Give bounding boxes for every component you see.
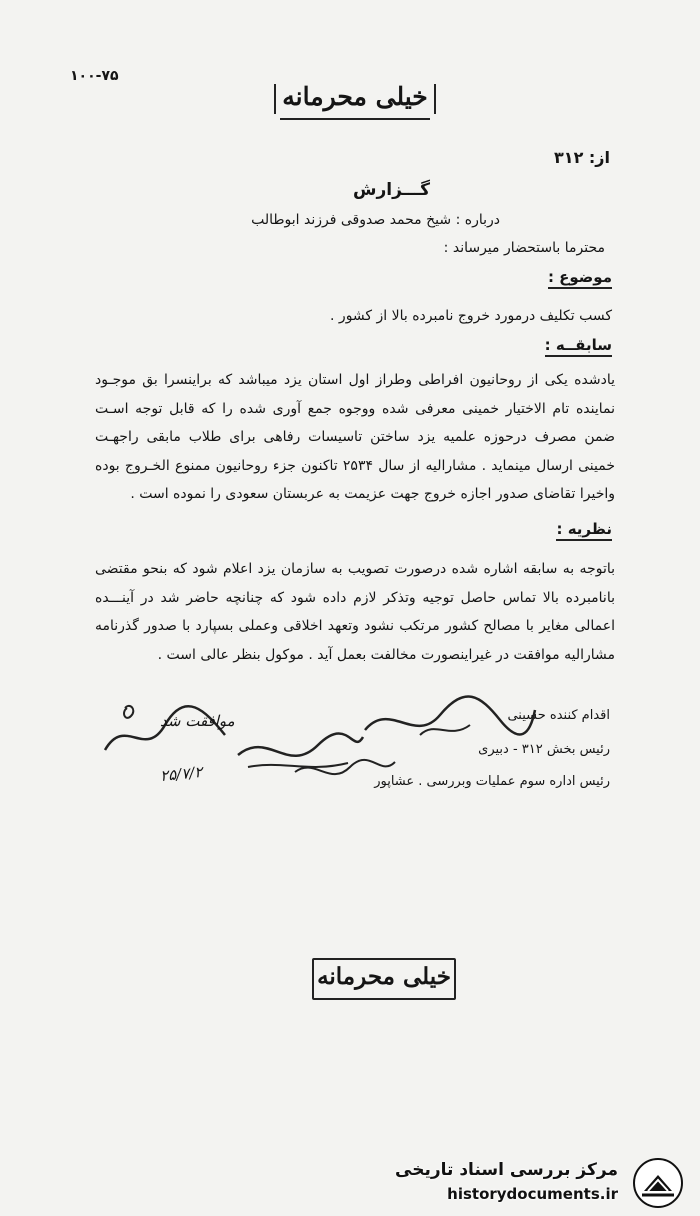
background-heading-text: سابقــه :: [545, 336, 612, 357]
from-line: از: ۳۱۲: [554, 148, 610, 167]
signature-scribble-3: [290, 752, 400, 792]
subject-heading-text: موضوع :: [548, 268, 612, 289]
salutation-line: محترما باستحضار میرساند :: [443, 240, 605, 256]
background-heading: [545, 336, 612, 354]
book-logo-icon: [632, 1157, 684, 1209]
classification-stamp-bottom: خیلی محرمانه: [312, 958, 456, 1000]
about-line: درباره : شیخ محمد صدوقی فرزند ابوطالب: [251, 212, 500, 228]
handwritten-signature-left: [95, 700, 235, 770]
signature-line-actor: اقدام کننده حسینی: [507, 708, 610, 723]
bracket-right: [430, 84, 436, 114]
classification-text: خیلی محرمانه: [282, 82, 428, 111]
signature-line-office-head: رئیس اداره سوم عملیات وبررسی . عشاپور: [374, 774, 610, 789]
bracket-left: [274, 84, 280, 114]
opinion-heading: [556, 520, 612, 538]
document-number: ۱۰۰-۷۵: [70, 68, 119, 84]
signature-scribble-1: [360, 690, 540, 750]
subject-heading: [548, 268, 612, 286]
opinion-paragraph: باتوجه به سابقه اشاره شده درصورت تصویب به سازمان یزد اعلام شود که بنحو مقتضی بانامبرده بالا تماس حاصل توجیه وتذکر لازم داده شود که چنانچه حاضر شد در آینـــده اعمالی مغایر با مصالح کشور مرتکب نشود وتعهد اخلاقی وعملی بسپارد با صدور گذرنامه مشارالیه موافقت در غیراینصورت مخالفت بعمل آید . موکول بنظر عالی است .: [95, 561, 615, 663]
opinion-heading-text: نظریه :: [556, 520, 612, 541]
watermark-title: مرکز بررسی اسناد تاریخی: [395, 1160, 618, 1180]
handwritten-date: ۲۵/۷/۲: [159, 762, 204, 786]
classification-stamp-top: [280, 80, 430, 118]
watermark-url[interactable]: historydocuments.ir: [447, 1185, 618, 1203]
report-title: گـــزارش: [353, 180, 430, 200]
subject-text: کسب تکلیف درمورد خروج نامبرده بالا از کشور .: [330, 308, 612, 324]
handwritten-note: موافقت شد: [160, 712, 235, 730]
underline: [280, 118, 430, 120]
signature-line-section-head: رئیس بخش ۳۱۲ - دبیری: [478, 742, 610, 757]
background-paragraph: یادشده یکی از روحانیون افراطی وطراز اول استان یزد میباشد که براینسرا بق موجـود نماینده تام الاختیار خمینی معرفی شده ووجوه جمع آوری شده را که قابل توجه اسـت ضمن مصرف درحوزه علمیه یزد ساختن تاسیسات رفاهی برای طلاب مابقی راجهـت خمینی ارسال مینماید . مشارالیه از سال ۲۵۳۴ تاکنون جزء روحانیون ممنوع الخـروج بوده واخیرا تقاضای صدور اجازه خروج جهت عزیمت به عربستان سعودی را نموده است .: [95, 372, 615, 502]
